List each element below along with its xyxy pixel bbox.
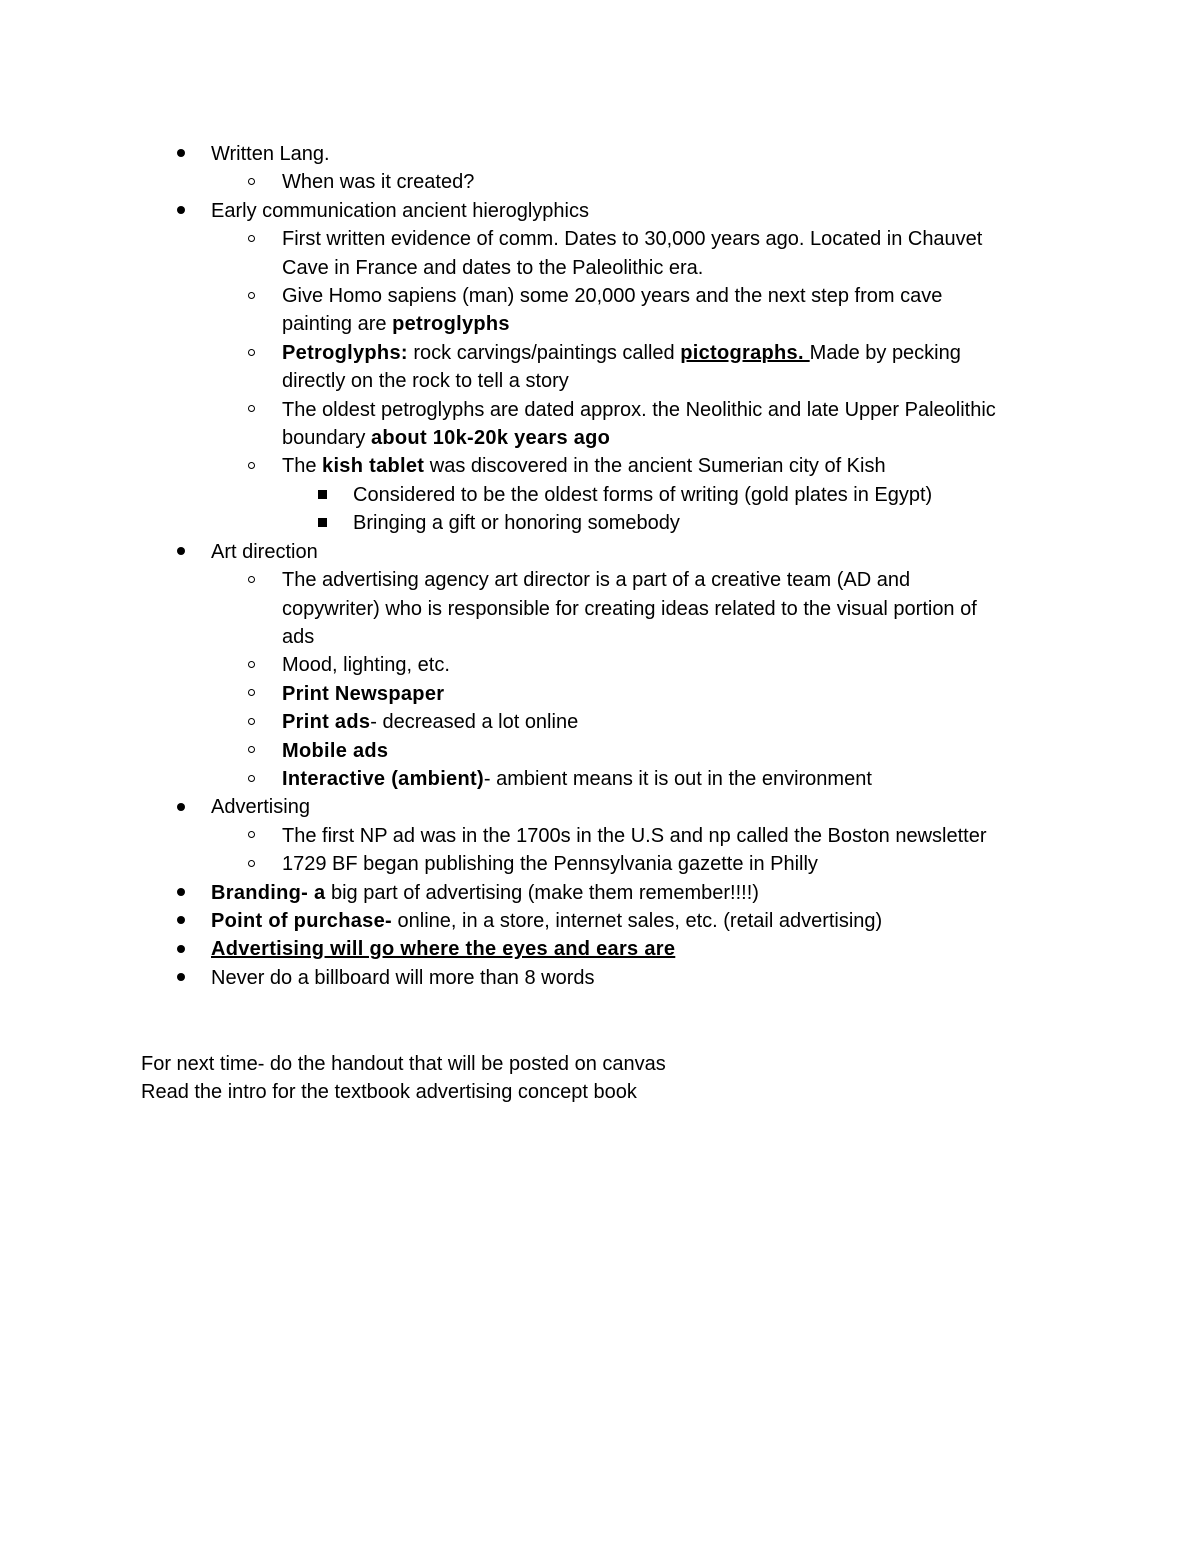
item-text: Mood, lighting, etc. — [282, 654, 450, 677]
bullet-icon — [177, 907, 185, 935]
ring-bullet-icon — [248, 680, 255, 708]
item-text: Bringing a gift or honoring somebody — [353, 512, 680, 535]
item-text: Early communication ancient hieroglyphics — [211, 199, 589, 222]
list-item — [0, 168, 1200, 196]
item-text: online, in a store, internet sales, etc. (retail advertising) — [391, 909, 883, 932]
item-text: copywriter) who is responsible for creating ideas related to the visual portion of — [282, 597, 977, 620]
list-item — [0, 509, 1200, 537]
bullet-icon — [177, 793, 185, 821]
square-bullet-icon — [318, 481, 327, 509]
bullet-icon — [177, 964, 185, 992]
list-item — [0, 339, 1200, 367]
list-item — [0, 935, 1200, 963]
list-item — [0, 538, 1200, 566]
list-item — [0, 737, 1200, 765]
bold-term: kish tablet — [322, 455, 425, 478]
bold-term: Print Newspaper — [282, 682, 445, 705]
item-text: First written evidence of comm. Dates to 30,000 years ago. Located in Chauvet — [282, 228, 983, 251]
item-text: 1729 BF began publishing the Pennsylvania gazette in Philly — [282, 853, 818, 876]
list-item — [0, 793, 1200, 821]
item-text: The oldest petroglyphs are dated approx. the Neolithic and late Upper Paleolithic — [282, 398, 996, 421]
ring-bullet-icon — [248, 651, 255, 679]
list-item-continuation — [0, 595, 1200, 623]
item-text: Never do a billboard will more than 8 words — [211, 966, 595, 989]
bullet-icon — [177, 879, 185, 907]
list-item — [0, 396, 1200, 424]
item-text: Art direction — [211, 540, 318, 563]
underlined-term: Advertising will go where the eyes and ears are — [211, 938, 676, 961]
list-item-continuation — [0, 254, 1200, 282]
bold-term: Point of purchase- — [211, 909, 392, 932]
list-item-continuation — [0, 424, 1200, 452]
ring-bullet-icon — [248, 339, 255, 367]
list-item — [0, 452, 1200, 480]
ring-bullet-icon — [248, 566, 255, 594]
list-item — [0, 651, 1200, 679]
item-text: painting are — [282, 313, 393, 336]
list-item — [0, 907, 1200, 935]
ring-bullet-icon — [248, 282, 255, 310]
bold-term: petroglyphs — [392, 313, 510, 336]
item-text: The advertising agency art director is a part of a creative team (AD and — [282, 569, 911, 592]
ring-bullet-icon — [248, 822, 255, 850]
bullet-icon — [177, 197, 185, 225]
item-text: Made by pecking — [809, 341, 961, 364]
list-item — [0, 566, 1200, 594]
bold-term: Petroglyphs: — [282, 341, 408, 364]
list-item — [0, 481, 1200, 509]
list-item-continuation — [0, 367, 1200, 395]
item-text: Give Homo sapiens (man) some 20,000 years and the next step from cave — [282, 285, 943, 308]
bold-term: Branding- a — [211, 881, 326, 904]
underlined-term: pictographs. — [680, 341, 810, 364]
item-text: Considered to be the oldest forms of writing (gold plates in Egypt) — [353, 483, 933, 506]
list-item — [0, 964, 1200, 992]
list-item — [0, 822, 1200, 850]
ring-bullet-icon — [248, 737, 255, 765]
bold-term: Print ads — [282, 711, 371, 734]
item-text: Cave in France and dates to the Paleolithic era. — [282, 256, 704, 279]
list-item — [0, 850, 1200, 878]
ring-bullet-icon — [248, 708, 255, 736]
item-text: rock carvings/paintings called — [407, 341, 681, 364]
bullet-icon — [177, 935, 185, 963]
bold-term: Interactive (ambient) — [282, 767, 484, 790]
footer-line: For next time- do the handout that will be posted on canvas — [141, 1053, 666, 1075]
item-text: boundary — [282, 427, 371, 450]
list-item — [0, 879, 1200, 907]
bold-term: about 10k-20k years ago — [370, 427, 611, 450]
item-text: The first NP ad was in the 1700s in the U.S and np called the Boston newsletter — [282, 824, 987, 847]
item-text: directly on the rock to tell a story — [282, 370, 569, 393]
list-item — [0, 708, 1200, 736]
bullet-icon — [177, 140, 185, 168]
ring-bullet-icon — [248, 396, 255, 424]
ring-bullet-icon — [248, 850, 255, 878]
ring-bullet-icon — [248, 168, 255, 196]
list-item — [0, 765, 1200, 793]
item-text: The — [282, 455, 323, 478]
square-bullet-icon — [318, 509, 327, 537]
item-text: Written Lang. — [211, 143, 330, 165]
notes-list — [0, 140, 1200, 992]
ring-bullet-icon — [248, 765, 255, 793]
bullet-icon — [177, 538, 185, 566]
list-item — [0, 197, 1200, 225]
list-item — [0, 680, 1200, 708]
bold-term: Mobile ads — [282, 739, 389, 762]
footer-notes — [141, 1050, 666, 1107]
item-text: big part of advertising (make them remember!!!!) — [325, 881, 759, 904]
item-text: was discovered in the ancient Sumerian city of Kish — [424, 455, 886, 478]
item-text: - decreased a lot online — [370, 711, 579, 734]
ring-bullet-icon — [248, 225, 255, 253]
ring-bullet-icon — [248, 452, 255, 480]
list-item-continuation — [0, 310, 1200, 338]
item-text: - ambient means it is out in the environment — [483, 767, 872, 790]
list-item — [0, 282, 1200, 310]
footer-line: Read the intro for the textbook advertising concept book — [141, 1081, 637, 1104]
list-item — [0, 140, 1200, 168]
list-item-continuation — [0, 623, 1200, 651]
item-text: Advertising — [211, 796, 310, 819]
list-item — [0, 225, 1200, 253]
item-text: ads — [282, 625, 315, 648]
item-text: When was it created? — [282, 171, 475, 194]
